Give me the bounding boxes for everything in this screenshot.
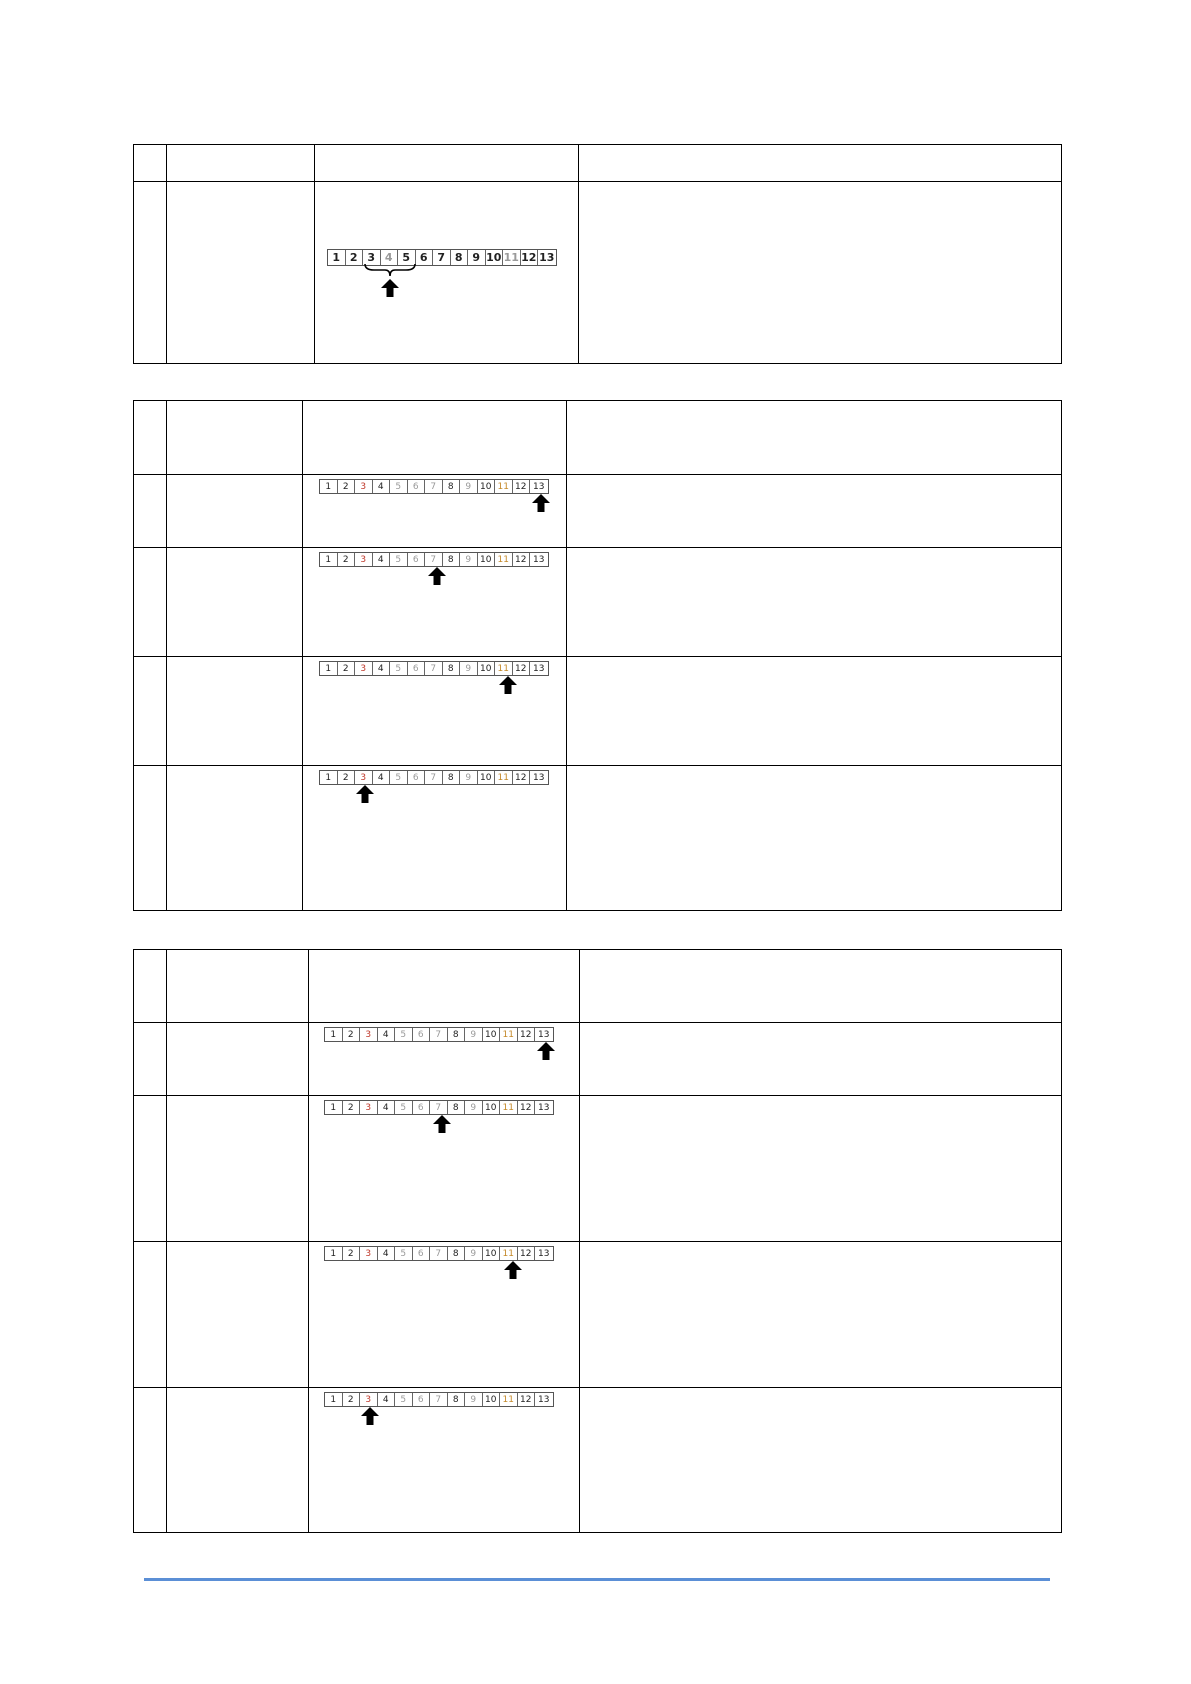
table-cell	[167, 401, 303, 475]
table-cell	[303, 401, 567, 475]
up-arrow-icon	[356, 785, 374, 803]
table-cell	[167, 1242, 309, 1388]
strip-cell: 12	[513, 771, 531, 784]
strip-cell: 6	[413, 1393, 431, 1406]
table-row	[134, 766, 1062, 911]
strip-cell: 6	[408, 771, 426, 784]
strip-cell: 2	[346, 250, 364, 265]
strip-cell: 5	[390, 480, 408, 493]
curly-brace-icon	[364, 263, 416, 277]
strip-cell: 13	[538, 1029, 550, 1040]
table-header-row	[134, 401, 1062, 475]
table-cell	[303, 548, 567, 657]
strip-cell: 7	[430, 1101, 448, 1114]
strip-cell: 3	[355, 480, 373, 493]
up-arrow-icon	[499, 676, 517, 694]
table-cell	[567, 766, 1062, 911]
up-arrow-icon	[381, 279, 399, 297]
strip-cell: 12	[513, 553, 531, 566]
strip-cell: 6	[408, 553, 426, 566]
strip-cell: 6	[408, 480, 426, 493]
strip-cell: 10	[483, 1028, 501, 1041]
strip-cell: 8	[451, 250, 469, 265]
table-header-row	[134, 950, 1062, 1023]
strip-cell: 9	[468, 250, 486, 265]
strip-cell: 1	[328, 250, 346, 265]
strip-cell: 6	[416, 250, 434, 265]
strip-cell: 12	[518, 1247, 536, 1260]
strip-cell: 7	[425, 480, 443, 493]
strip-cell: 7	[425, 662, 443, 675]
strip-cell: 3	[355, 662, 373, 675]
strip-cell: 12	[518, 1101, 536, 1114]
table-cell	[315, 145, 579, 182]
cell-strip	[324, 1027, 554, 1042]
strip-cell: 5	[395, 1247, 413, 1260]
table-cell	[134, 950, 167, 1023]
strip-cell: 2	[338, 662, 356, 675]
strip-cell: 13	[538, 1102, 550, 1113]
table-cell	[303, 766, 567, 911]
strip-cell: 6	[413, 1101, 431, 1114]
strip-cell: 4	[373, 771, 391, 784]
strip-cell: 1	[325, 1101, 343, 1114]
strip-cell: 3	[360, 1101, 378, 1114]
strip-cell: 10	[483, 1247, 501, 1260]
strip-cell: 7	[425, 553, 443, 566]
table-cell	[134, 1242, 167, 1388]
strip-cell: 13	[533, 663, 545, 674]
strip-cell: 10	[478, 662, 496, 675]
strip-cell: 13	[538, 1394, 550, 1405]
table-cell	[309, 1023, 580, 1096]
table-cell	[134, 1096, 167, 1242]
table-cell	[134, 145, 167, 182]
strip-cell: 3	[355, 553, 373, 566]
strip-cell: 13	[533, 772, 545, 783]
strip-cell: 12	[513, 662, 531, 675]
strip-cell: 5	[395, 1028, 413, 1041]
table-cell	[134, 1023, 167, 1096]
strip-cell: 7	[430, 1028, 448, 1041]
strip-cell: 10	[486, 251, 502, 264]
table-cell	[309, 1242, 580, 1388]
cell-strip	[319, 552, 549, 567]
table-row	[134, 1388, 1062, 1533]
strip-cell: 9	[460, 553, 478, 566]
strip-cell: 10	[478, 771, 496, 784]
strip-cell: 2	[343, 1247, 361, 1260]
table-cell	[134, 401, 167, 475]
strip-cell: 8	[448, 1247, 466, 1260]
table-2	[133, 400, 1062, 911]
strip-cell: 4	[373, 662, 391, 675]
strip-cell: 4	[378, 1028, 396, 1041]
table-cell	[309, 950, 580, 1023]
table-cell	[167, 182, 315, 364]
strip-cell: 1	[325, 1393, 343, 1406]
strip-cell: 6	[413, 1028, 431, 1041]
table-cell	[567, 475, 1062, 548]
strip-cell: 5	[390, 553, 408, 566]
strip-cell: 11	[500, 1393, 518, 1406]
cell-strip	[319, 479, 549, 494]
strip-cell: 4	[378, 1393, 396, 1406]
table-cell	[567, 401, 1062, 475]
table-row	[134, 548, 1062, 657]
strip-cell: 1	[320, 662, 338, 675]
strip-cell: 10	[478, 480, 496, 493]
strip-cell: 7	[430, 1393, 448, 1406]
strip-cell: 13	[539, 251, 555, 264]
strip-cell: 4	[378, 1247, 396, 1260]
strip-cell: 8	[448, 1101, 466, 1114]
table-cell	[309, 1096, 580, 1242]
table-row	[134, 182, 1062, 364]
table-cell	[580, 950, 1062, 1023]
strip-cell: 2	[343, 1028, 361, 1041]
up-arrow-icon	[537, 1042, 555, 1060]
strip-cell: 9	[460, 480, 478, 493]
table-cell	[580, 1388, 1062, 1533]
table-3	[133, 949, 1062, 1533]
table-cell	[134, 548, 167, 657]
strip-cell: 9	[465, 1247, 483, 1260]
strip-cell: 11	[500, 1101, 518, 1114]
table-cell	[580, 1242, 1062, 1388]
strip-cell: 2	[343, 1393, 361, 1406]
table-row	[134, 657, 1062, 766]
strip-cell: 4	[381, 250, 399, 265]
table-cell	[567, 548, 1062, 657]
table-row	[134, 1023, 1062, 1096]
cell-strip	[324, 1392, 554, 1407]
strip-cell: 3	[355, 771, 373, 784]
table-cell	[167, 475, 303, 548]
strip-cell: 3	[363, 250, 381, 265]
strip-cell: 5	[398, 250, 416, 265]
strip-cell: 8	[448, 1028, 466, 1041]
strip-cell: 9	[465, 1101, 483, 1114]
strip-cell: 8	[443, 553, 461, 566]
up-arrow-icon	[361, 1407, 379, 1425]
table-cell	[167, 145, 315, 182]
strip-cell: 12	[518, 1393, 536, 1406]
strip-cell: 2	[338, 771, 356, 784]
strip-cell: 11	[500, 1247, 518, 1260]
strip-cell: 5	[390, 662, 408, 675]
table-cell	[167, 766, 303, 911]
strip-cell: 8	[448, 1393, 466, 1406]
table-cell	[315, 182, 579, 364]
cell-strip	[319, 770, 549, 785]
strip-cell: 9	[460, 771, 478, 784]
up-arrow-icon	[504, 1261, 522, 1279]
table-row	[134, 475, 1062, 548]
strip-cell: 3	[360, 1247, 378, 1260]
strip-cell: 11	[495, 480, 513, 493]
table-cell	[579, 182, 1062, 364]
cell-strip	[327, 249, 557, 266]
strip-cell: 4	[378, 1101, 396, 1114]
table-cell	[303, 657, 567, 766]
strip-cell: 6	[408, 662, 426, 675]
strip-cell: 5	[395, 1101, 413, 1114]
strip-cell: 11	[495, 771, 513, 784]
strip-cell: 8	[443, 662, 461, 675]
strip-cell: 13	[538, 1248, 550, 1259]
strip-cell: 9	[465, 1028, 483, 1041]
table-cell	[134, 1388, 167, 1533]
strip-cell: 10	[483, 1101, 501, 1114]
strip-cell: 12	[521, 251, 537, 264]
table-header-row	[134, 145, 1062, 182]
table-cell	[167, 1023, 309, 1096]
table-cell	[167, 548, 303, 657]
strip-cell: 3	[360, 1028, 378, 1041]
table-row	[134, 1242, 1062, 1388]
strip-cell: 4	[373, 553, 391, 566]
strip-cell: 2	[343, 1101, 361, 1114]
table-1	[133, 144, 1062, 364]
strip-cell: 12	[518, 1028, 536, 1041]
up-arrow-icon	[532, 494, 550, 512]
cell-strip	[319, 661, 549, 676]
strip-cell: 8	[443, 771, 461, 784]
strip-cell: 5	[390, 771, 408, 784]
strip-cell: 12	[513, 480, 531, 493]
strip-cell: 13	[533, 481, 545, 492]
table-cell	[309, 1388, 580, 1533]
strip-cell: 9	[465, 1393, 483, 1406]
strip-cell: 7	[430, 1247, 448, 1260]
cell-strip	[324, 1246, 554, 1261]
table-cell	[167, 1388, 309, 1533]
strip-cell: 11	[503, 251, 519, 264]
table-cell	[134, 657, 167, 766]
strip-cell: 7	[433, 250, 451, 265]
table-cell	[134, 766, 167, 911]
strip-cell: 10	[483, 1393, 501, 1406]
strip-cell: 2	[338, 553, 356, 566]
strip-cell: 3	[360, 1393, 378, 1406]
table-cell	[303, 475, 567, 548]
strip-cell: 1	[320, 553, 338, 566]
table-cell	[567, 657, 1062, 766]
up-arrow-icon	[428, 567, 446, 585]
table-cell	[580, 1096, 1062, 1242]
strip-cell: 11	[495, 553, 513, 566]
strip-cell: 10	[478, 553, 496, 566]
cell-strip	[324, 1100, 554, 1115]
table-cell	[579, 145, 1062, 182]
table-cell	[167, 950, 309, 1023]
strip-cell: 1	[325, 1028, 343, 1041]
strip-cell: 6	[413, 1247, 431, 1260]
strip-cell: 13	[533, 554, 545, 565]
footer-rule	[144, 1578, 1050, 1581]
strip-cell: 5	[395, 1393, 413, 1406]
strip-cell: 7	[425, 771, 443, 784]
table-cell	[167, 1096, 309, 1242]
strip-cell: 1	[320, 480, 338, 493]
strip-cell: 1	[325, 1247, 343, 1260]
strip-cell: 1	[320, 771, 338, 784]
table-cell	[580, 1023, 1062, 1096]
table-cell	[167, 657, 303, 766]
table-row	[134, 1096, 1062, 1242]
strip-cell: 8	[443, 480, 461, 493]
strip-cell: 11	[500, 1028, 518, 1041]
strip-cell: 11	[495, 662, 513, 675]
strip-cell: 4	[373, 480, 391, 493]
up-arrow-icon	[433, 1115, 451, 1133]
strip-cell: 2	[338, 480, 356, 493]
table-cell	[134, 182, 167, 364]
table-cell	[134, 475, 167, 548]
strip-cell: 9	[460, 662, 478, 675]
